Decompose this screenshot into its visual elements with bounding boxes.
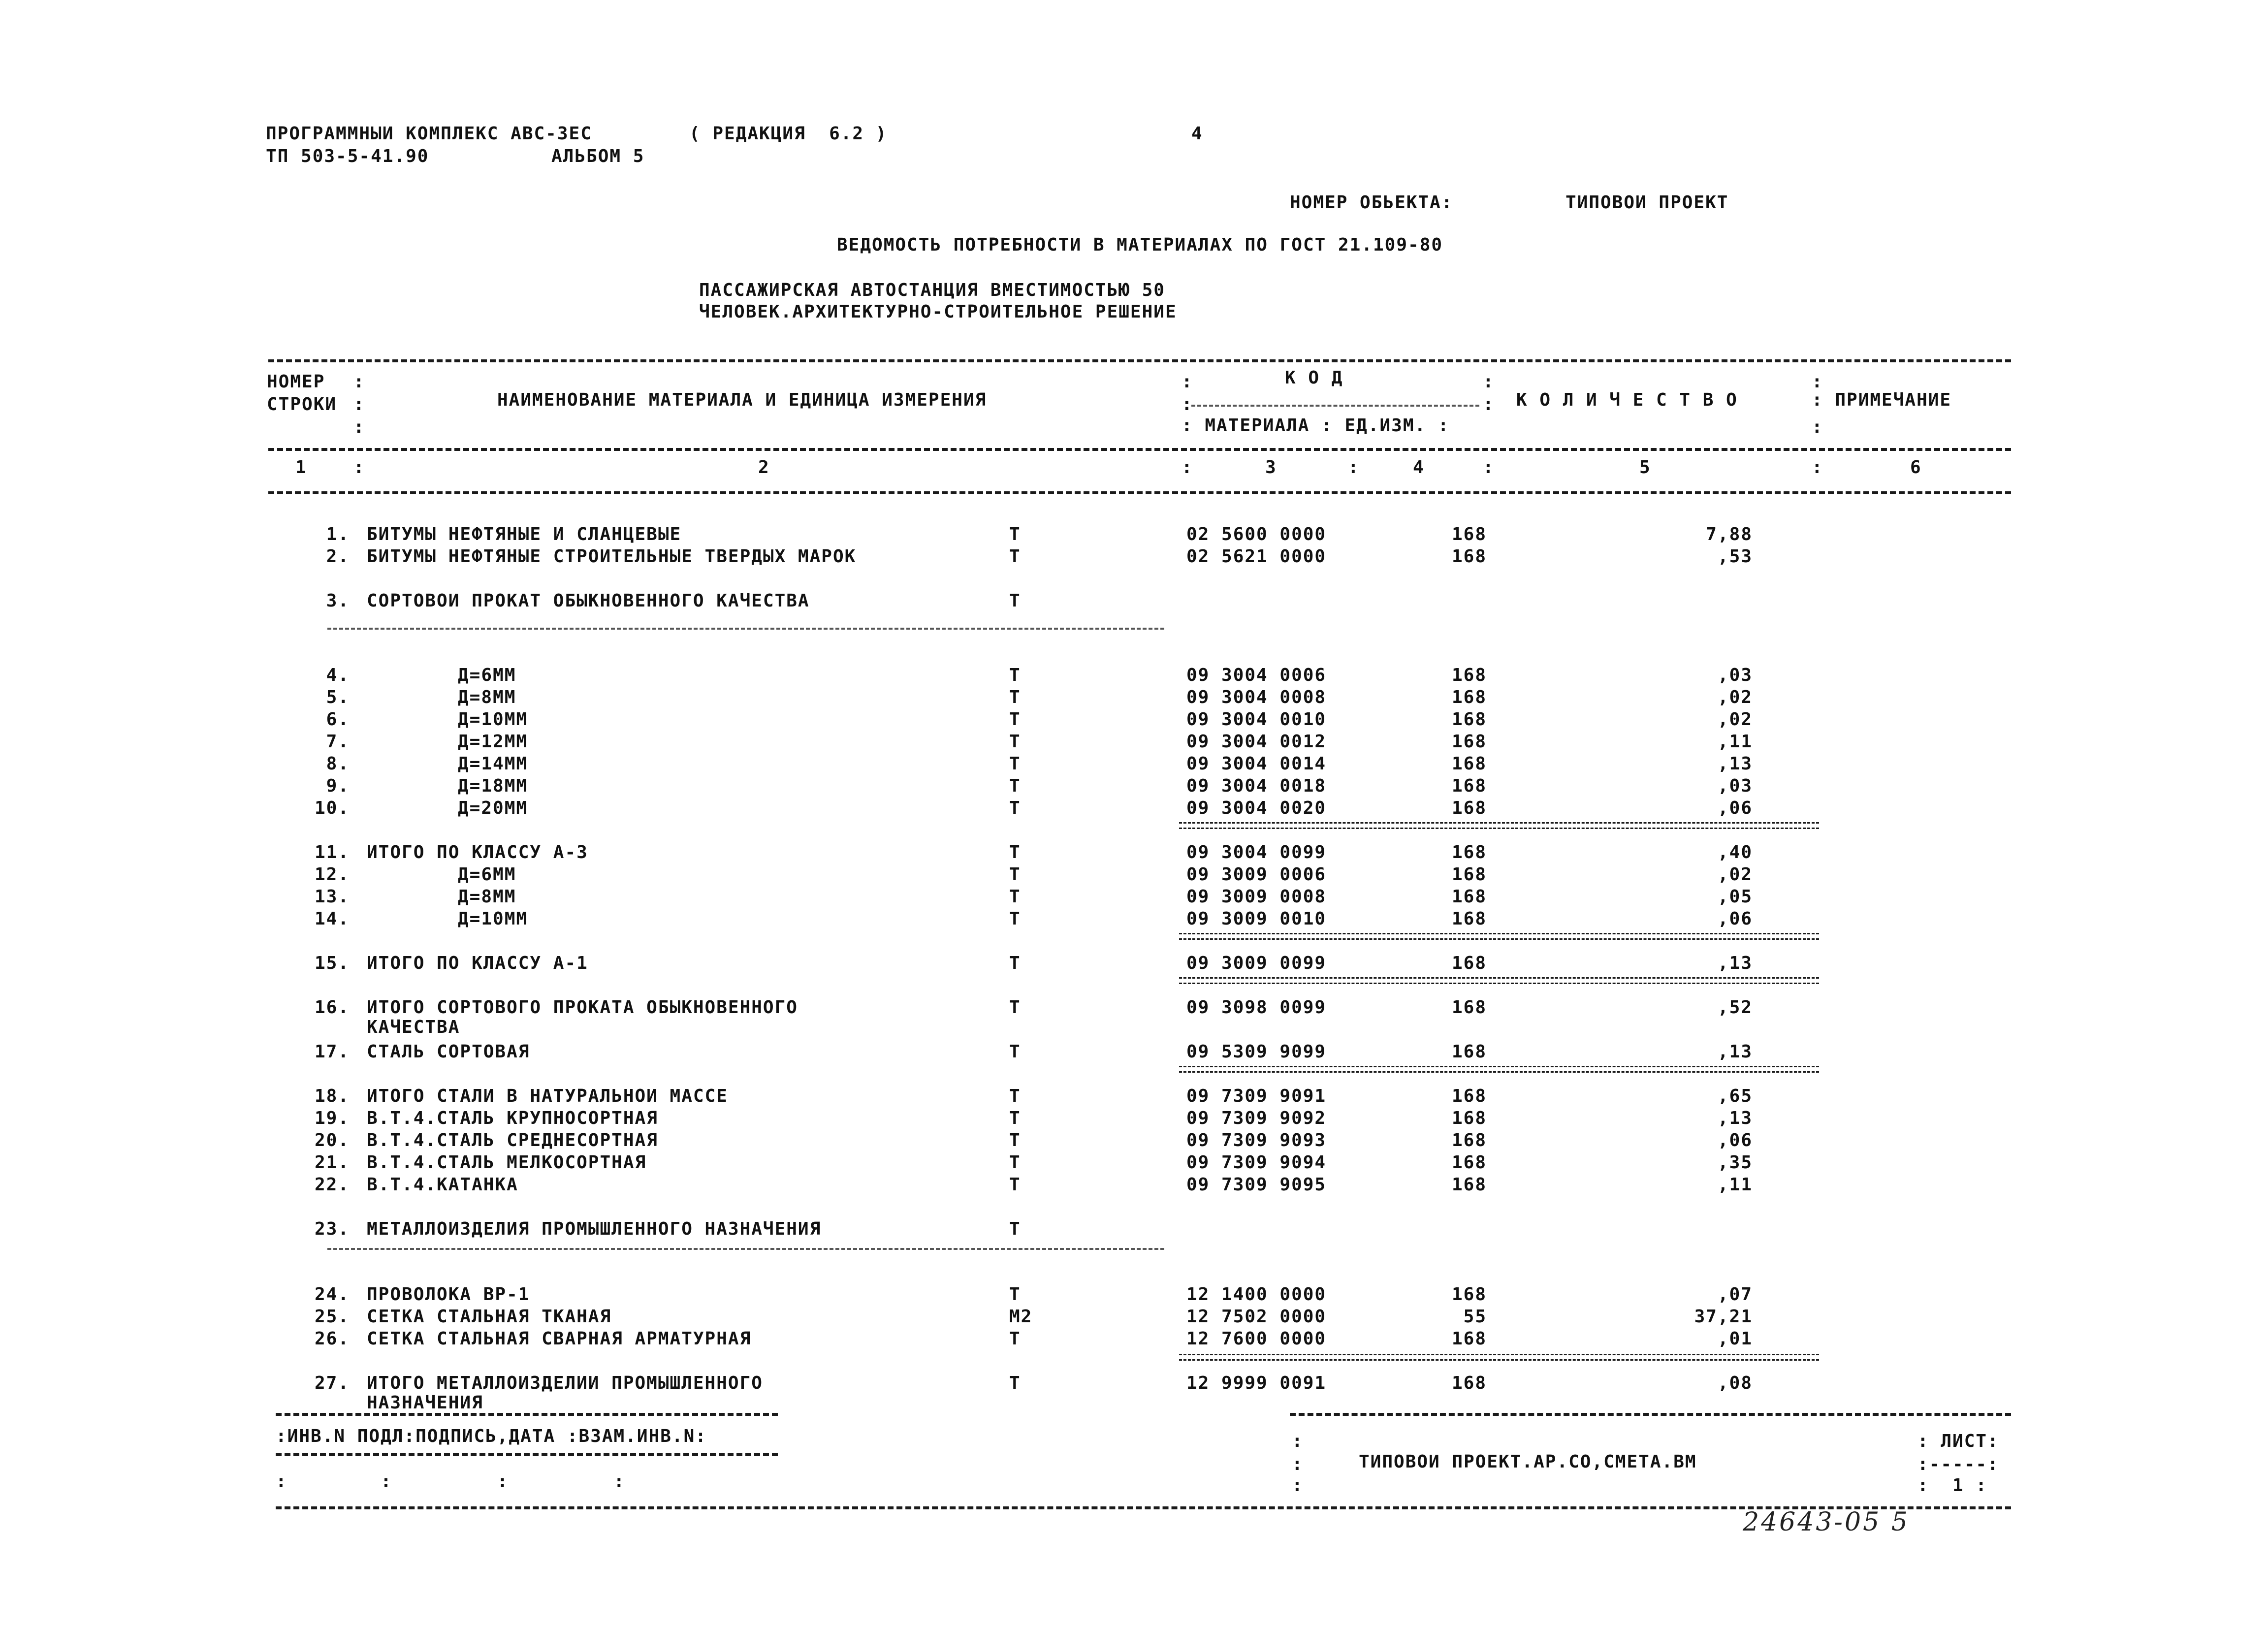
unit-code: 55 [1463,1307,1487,1327]
handwritten-number: 24643-05 5 [1743,1507,1910,1537]
row-number: 26. [314,1329,350,1349]
code-divider [1191,405,1479,407]
material-name: ИТОГО СОРТОВОГО ПРОКАТА ОБЫКНОВЕННОГО [367,997,798,1018]
total-rule [1179,977,1819,984]
page-number: 4 [1191,124,1203,144]
material-code: 09 7309 9094 [1186,1152,1327,1173]
material-name: Д=14ММ [458,754,528,774]
quantity: ,53 [1717,546,1753,567]
col-number-4: 4 [1413,457,1425,478]
unit-code: 168 [1451,1152,1487,1173]
unit: Т [1009,709,1021,730]
material-code: 09 7309 9092 [1186,1108,1327,1128]
unit: Т [1009,798,1021,818]
material-name: БИТУМЫ НЕФТЯНЫЕ И СЛАНЦЕВЫЕ [367,524,682,544]
material-code: 09 3009 0006 [1186,864,1327,885]
row-number: 22. [314,1175,350,1195]
total-rule [1179,1066,1819,1073]
material-name: Д=18ММ [458,776,528,796]
col-number-1: 1 [295,457,307,478]
row-number: 8. [326,754,350,774]
material-name: СЕТКА СТАЛЬНАЯ ТКАНАЯ [367,1307,612,1327]
col-sep: : [1483,372,1494,392]
quantity: ,13 [1717,1108,1753,1128]
row-number: 17. [314,1042,350,1062]
quantity: ,11 [1717,1175,1753,1195]
material-name: БИТУМЫ НЕФТЯНЫЕ СТРОИТЕЛЬНЫЕ ТВЕРДЫХ МАРОК [367,546,857,567]
material-name: ИТОГО ПО КЛАССУ А-1 [367,953,588,973]
row-number: 4. [326,665,350,685]
row-number: 10. [314,798,350,818]
col-sep: : [1812,457,1822,478]
material-code: 02 5600 0000 [1186,524,1327,544]
material-name: Д=6ММ [458,665,516,685]
unit-code: 168 [1451,798,1487,818]
header-material-name: НАИМЕНОВАНИЕ МАТЕРИАЛА И ЕДИНИЦА ИЗМЕРЕНИЯ [497,390,987,410]
material-code: 09 3009 0010 [1186,909,1327,929]
material-name: ИТОГО СТАЛИ В НАТУРАЛЬНОИ МАССЕ [367,1086,728,1106]
unit-code: 168 [1451,754,1487,774]
quantity: ,52 [1717,997,1753,1018]
quantity: ,08 [1717,1373,1753,1393]
unit: М2 [1009,1307,1033,1327]
footer-right-top-rule [1290,1413,2011,1416]
program-name: ПРОГРАММНЫИ КОМПЛЕКС АВС-3ЕС [266,124,592,144]
subtitle-line-1: ПАССАЖИРСКАЯ АВТОСТАНЦИЯ ВМЕСТИМОСТЬЮ 50 [699,280,1165,300]
row-number: 9. [326,776,350,796]
material-name: СОРТОВОИ ПРОКАТ ОБЫКНОВЕННОГО КАЧЕСТВА [367,591,810,611]
header-mid-rule [268,448,2011,451]
unit-code: 168 [1451,953,1487,973]
material-name: Д=12ММ [458,732,528,752]
section-underline [327,628,1164,630]
col-sep: : [353,457,364,478]
material-code: 12 7502 0000 [1186,1307,1327,1327]
material-name: СТАЛЬ СОРТОВАЯ [367,1042,530,1062]
unit: Т [1009,591,1021,611]
unit-code: 168 [1451,1130,1487,1150]
material-name: Д=8ММ [458,687,516,707]
material-name: Д=10ММ [458,709,528,730]
col-sep: : [1182,457,1192,478]
row-number: 23. [314,1219,350,1239]
quantity: ,03 [1717,665,1753,685]
unit: Т [1009,1219,1021,1239]
unit: Т [1009,864,1021,885]
unit-code: 168 [1451,524,1487,544]
col-sep: : [1292,1454,1303,1474]
page-title: ВЕДОМОСТЬ ПОТРЕБНОСТИ В МАТЕРИАЛАХ ПО ГОСТ 21.109-80 [837,235,1443,255]
material-name: Д=8ММ [458,887,516,907]
sheet-value-text: 1 [1952,1475,1964,1496]
total-rule [1179,933,1819,940]
row-number: 13. [314,887,350,907]
unit-code: 168 [1451,864,1487,885]
section-underline [327,1248,1164,1250]
col-sep: : [1483,457,1494,478]
material-code: 09 5309 9099 [1186,1042,1327,1062]
unit-code: 168 [1451,546,1487,567]
unit-code: 168 [1451,709,1487,730]
row-number: 11. [314,842,350,862]
unit-code: 168 [1451,887,1487,907]
header-code-material: : МАТЕРИАЛА : ЕД.ИЗМ. : [1182,415,1450,436]
row-number: 16. [314,997,350,1018]
unit-code: 168 [1451,909,1487,929]
row-number: 2. [326,546,350,567]
unit-code: 168 [1451,1329,1487,1349]
material-name: МЕТАЛЛОИЗДЕЛИЯ ПРОМЫШЛЕННОГО НАЗНАЧЕНИЯ [367,1219,822,1239]
row-number: 19. [314,1108,350,1128]
material-code: 09 3004 0012 [1186,732,1327,752]
material-code: 09 3004 0010 [1186,709,1327,730]
quantity: ,13 [1717,1042,1753,1062]
footer-left-top-rule [276,1413,778,1416]
row-number: 21. [314,1152,350,1173]
row-number: 3. [326,591,350,611]
table-top-rule [268,359,2011,362]
quantity: 37,21 [1694,1307,1753,1327]
quantity: ,35 [1717,1152,1753,1173]
col-sep: : [1182,372,1192,392]
quantity: ,07 [1717,1284,1753,1305]
header-code-material-text: МАТЕРИАЛА [1205,415,1310,436]
quantity: ,02 [1717,709,1753,730]
col-number-3: 3 [1265,457,1277,478]
material-code: 09 3004 0018 [1186,776,1327,796]
col-number-2: 2 [758,457,770,478]
quantity: ,13 [1717,953,1753,973]
material-code: 02 5621 0000 [1186,546,1327,567]
material-name: ИТОГО ПО КЛАССУ А-3 [367,842,588,862]
unit: Т [1009,1373,1021,1393]
header-code: К О Д [1285,368,1343,388]
unit: Т [1009,524,1021,544]
quantity: ,03 [1717,776,1753,796]
stamp-cells: : : : : [276,1471,626,1492]
unit: Т [1009,953,1021,973]
row-number: 18. [314,1086,350,1106]
quantity: ,06 [1717,909,1753,929]
material-name: В.Т.4.КАТАНКА [367,1175,518,1195]
material-name-cont: КАЧЕСТВА [367,1017,460,1037]
quantity: ,11 [1717,732,1753,752]
col-sep: : [1292,1431,1303,1451]
material-name: ИТОГО МЕТАЛЛОИЗДЕЛИИ ПРОМЫШЛЕННОГО [367,1373,763,1393]
quantity: ,13 [1717,754,1753,774]
unit: Т [1009,687,1021,707]
unit: Т [1009,909,1021,929]
header-note-text: ПРИМЕЧАНИЕ [1835,390,1952,410]
material-name: Д=6ММ [458,864,516,885]
header-code-unit-text: ЕД.ИЗМ. [1344,415,1427,436]
row-number: 7. [326,732,350,752]
unit-code: 168 [1451,776,1487,796]
header-row-no-1: НОМЕР [267,372,325,392]
row-number: 1. [326,524,350,544]
unit: Т [1009,842,1021,862]
total-rule [1179,822,1819,829]
col-number-6: 6 [1910,457,1922,478]
material-name: В.Т.4.СТАЛЬ СРЕДНЕСОРТНАЯ [367,1130,658,1150]
unit-code: 168 [1451,997,1487,1018]
unit-code: 168 [1451,1086,1487,1106]
row-number: 27. [314,1373,350,1393]
col-sep: : [1348,457,1359,478]
quantity: ,02 [1717,687,1753,707]
material-name: ПРОВОЛОКА ВР-1 [367,1284,530,1305]
unit-code: 168 [1451,665,1487,685]
row-number: 5. [326,687,350,707]
material-name-cont: НАЗНАЧЕНИЯ [367,1393,483,1413]
edition: ( РЕДАКЦИЯ 6.2 ) [689,124,888,144]
material-code: 09 3009 0008 [1186,887,1327,907]
unit: Т [1009,1175,1021,1195]
col-sep: : [1292,1475,1303,1496]
material-code: 09 3004 0099 [1186,842,1327,862]
row-number: 25. [314,1307,350,1327]
quantity: ,05 [1717,887,1753,907]
material-code: 09 7309 9091 [1186,1086,1327,1106]
unit-code: 168 [1451,732,1487,752]
header-row-no-2: СТРОКИ [267,394,337,415]
row-number: 15. [314,953,350,973]
header-quantity: К О Л И Ч Е С Т В О [1516,390,1738,410]
unit: Т [1009,1130,1021,1150]
unit: Т [1009,1086,1021,1106]
row-number: 14. [314,909,350,929]
material-code: 09 7309 9095 [1186,1175,1327,1195]
material-code: 09 3004 0006 [1186,665,1327,685]
sheet-label: : ЛИСТ: [1917,1431,1999,1451]
material-code: 09 3004 0008 [1186,687,1327,707]
row-number: 6. [326,709,350,730]
unit-code: 168 [1451,1042,1487,1062]
object-value: ТИПОВОИ ПРОЕКТ [1565,192,1729,213]
col-sep: : [1483,394,1494,415]
material-code: 12 1400 0000 [1186,1284,1327,1305]
subtitle-line-2: ЧЕЛОВЕК.АРХИТЕКТУРНО-СТРОИТЕЛЬНОЕ РЕШЕНИЕ [699,302,1177,322]
quantity: ,06 [1717,798,1753,818]
header-note: : ПРИМЕЧАНИЕ [1812,390,1952,410]
unit: Т [1009,1108,1021,1128]
material-code: 09 3004 0014 [1186,754,1327,774]
material-code: 09 7309 9093 [1186,1130,1327,1150]
quantity: 7,88 [1706,524,1753,544]
material-code: 09 3004 0020 [1186,798,1327,818]
material-code: 12 7600 0000 [1186,1329,1327,1349]
object-label: НОМЕР ОБЬЕКТА: [1290,192,1453,213]
row-number: 12. [314,864,350,885]
col-sep: : [353,417,364,437]
quantity: ,01 [1717,1329,1753,1349]
unit-code: 168 [1451,842,1487,862]
footer-left-mid-rule [276,1453,778,1456]
unit-code: 168 [1451,1175,1487,1195]
col-sep: : [353,372,364,392]
stamp-fields: :ИНВ.N ПОДЛ:ПОДПИСЬ,ДАТА :ВЗАМ.ИНВ.N: [276,1426,707,1446]
total-rule [1179,1354,1819,1361]
unit: Т [1009,776,1021,796]
unit: Т [1009,1329,1021,1349]
material-name: Д=20ММ [458,798,528,818]
unit-code: 168 [1451,1108,1487,1128]
unit: Т [1009,732,1021,752]
col-sep: : [1812,417,1822,437]
quantity: ,40 [1717,842,1753,862]
col-sep: : [353,394,364,415]
row-number: 24. [314,1284,350,1305]
material-name: СЕТКА СТАЛЬНАЯ СВАРНАЯ АРМАТУРНАЯ [367,1329,752,1349]
sheet-divider: :-----: [1917,1454,1999,1474]
material-code: 12 9999 0091 [1186,1373,1327,1393]
unit-code: 168 [1451,687,1487,707]
document-name: ТИПОВОИ ПРОЕКТ.АР.СО,СМЕТА.ВМ [1359,1452,1697,1472]
material-name: В.Т.4.СТАЛЬ КРУПНОСОРТНАЯ [367,1108,658,1128]
unit: Т [1009,546,1021,567]
unit: Т [1009,1152,1021,1173]
sheet-label-text: ЛИСТ [1941,1431,1988,1451]
col-sep: : [1812,372,1822,392]
quantity: ,65 [1717,1086,1753,1106]
unit-code: 168 [1451,1284,1487,1305]
album: АЛЬБОМ 5 [551,146,645,166]
unit: Т [1009,887,1021,907]
quantity: ,02 [1717,864,1753,885]
material-code: 09 3098 0099 [1186,997,1327,1018]
header-bottom-rule [268,491,2011,494]
unit: Т [1009,1042,1021,1062]
unit-code: 168 [1451,1373,1487,1393]
unit: Т [1009,665,1021,685]
unit: Т [1009,1284,1021,1305]
tp-number: ТП 503-5-41.90 [266,146,429,166]
sheet-value: : 1 : [1917,1475,1988,1496]
material-name: В.Т.4.СТАЛЬ МЕЛКОСОРТНАЯ [367,1152,647,1173]
row-number: 20. [314,1130,350,1150]
material-name: Д=10ММ [458,909,528,929]
material-code: 09 3009 0099 [1186,953,1327,973]
unit: Т [1009,997,1021,1018]
col-number-5: 5 [1639,457,1651,478]
unit: Т [1009,754,1021,774]
col-sep: : [1182,394,1192,415]
quantity: ,06 [1717,1130,1753,1150]
